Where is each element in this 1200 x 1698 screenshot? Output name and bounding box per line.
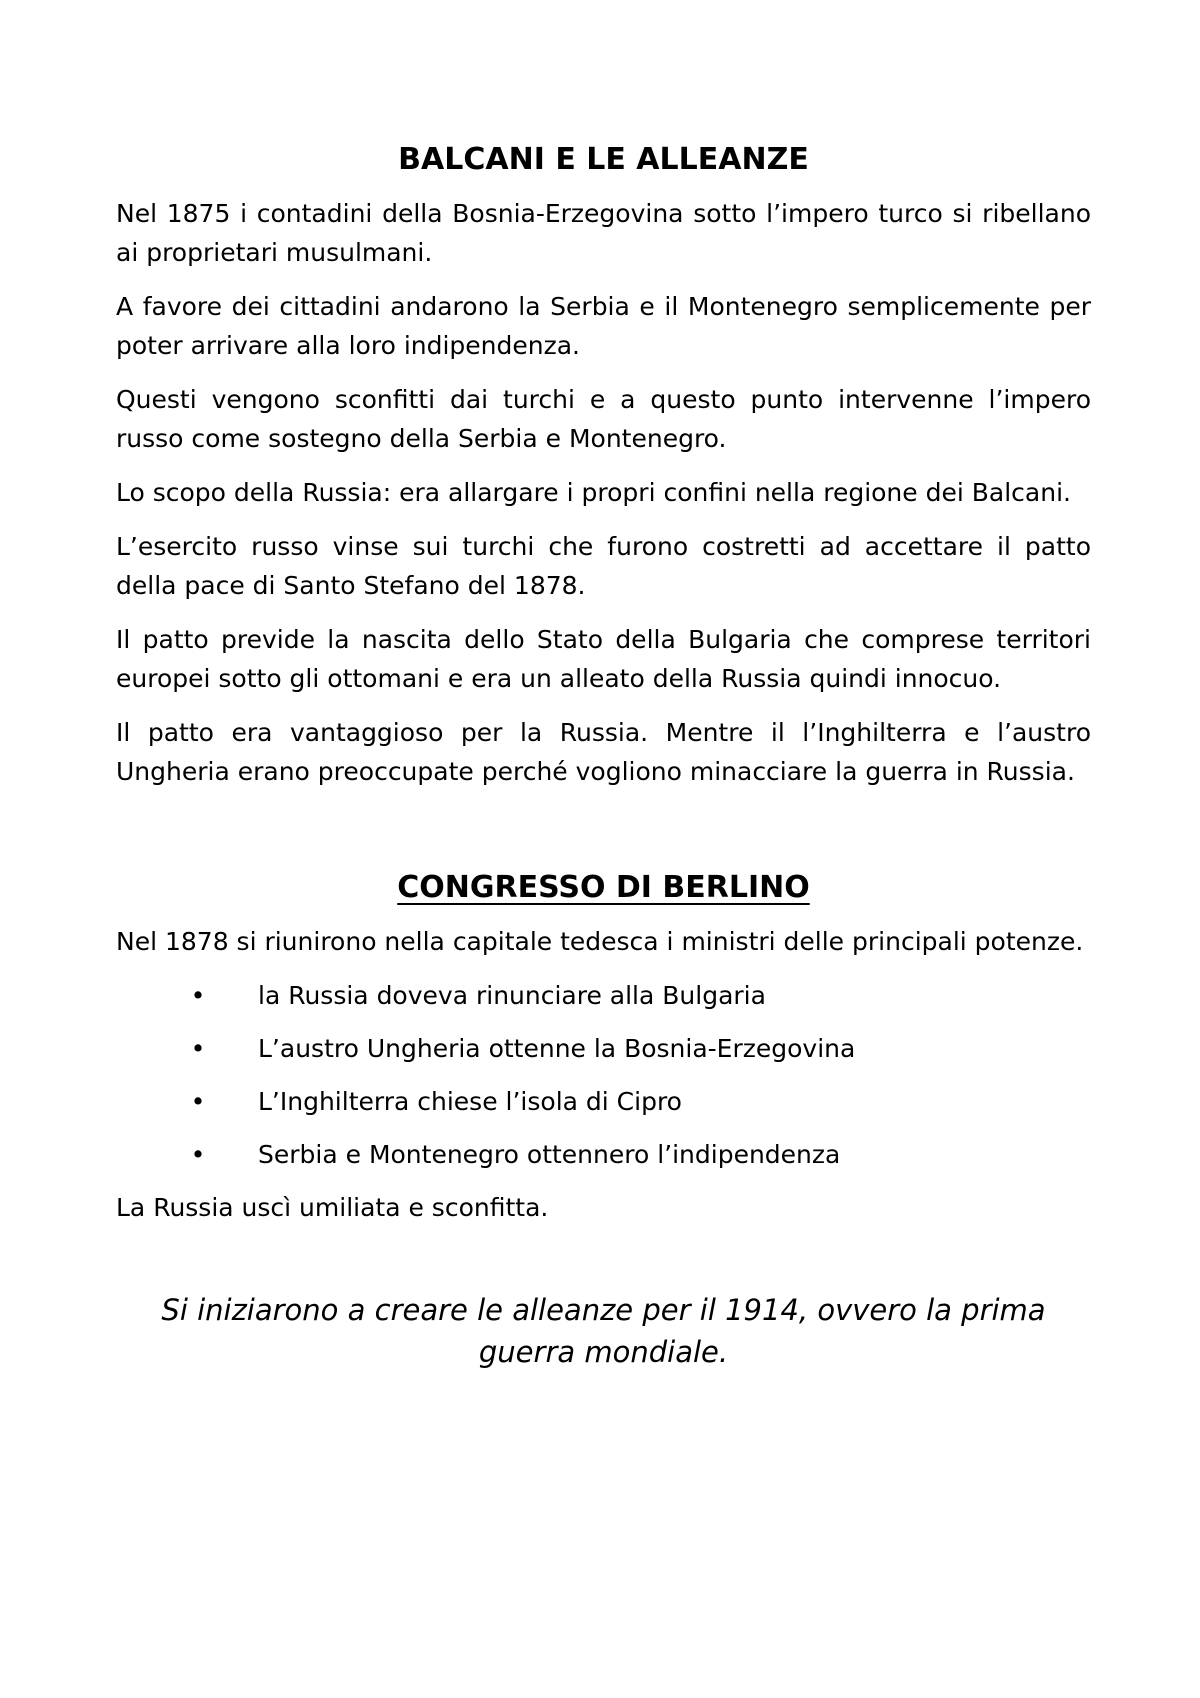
list-item-text: L’Inghilterra chiese l’isola di Cipro bbox=[258, 1087, 682, 1116]
document-page bbox=[116, 140, 1091, 1402]
section-title-congresso: CONGRESSO DI BERLINO bbox=[397, 870, 810, 905]
paragraph: La Russia uscì umiliata e sconfitta. bbox=[116, 1193, 549, 1222]
list-item-text: L’austro Ungheria ottenne la Bosnia-Erzegovina bbox=[258, 1034, 856, 1063]
list-item bbox=[116, 976, 1091, 1015]
bullet-icon: • bbox=[190, 1140, 206, 1169]
paragraph: Nel 1875 i contadini della Bosnia-Erzegovina sotto l’impero turco si ribellano ai proprietari musulmani. bbox=[116, 199, 1091, 267]
paragraph: Lo scopo della Russia: era allargare i propri confini nella regione dei Balcani. bbox=[116, 478, 1071, 507]
list-item-text: la Russia doveva rinunciare alla Bulgaria bbox=[258, 981, 766, 1010]
paragraph: Il patto era vantaggioso per la Russia. Mentre il l’Inghilterra e l’austro Ungheria erano preoccupate perché vogliono minacciare la guerra in Russia. bbox=[116, 718, 1091, 786]
paragraph: A favore dei cittadini andarono la Serbia e il Montenegro semplicemente per poter arrivare alla loro indipendenza. bbox=[116, 292, 1091, 360]
bullet-list bbox=[116, 976, 1091, 1174]
closing-statement: Si iniziarono a creare le alleanze per il 1914, ovvero la prima guerra mondiale. bbox=[161, 1293, 1046, 1369]
list-item bbox=[116, 1135, 1091, 1174]
paragraph: Il patto previde la nascita dello Stato della Bulgaria che comprese territori europei sotto gli ottomani e era un alleato della Russia quindi innocuo. bbox=[116, 625, 1091, 693]
list-item bbox=[116, 1082, 1091, 1121]
paragraph: L’esercito russo vinse sui turchi che furono costretti ad accettare il patto della pace di Santo Stefano del 1878. bbox=[116, 532, 1091, 600]
section-title-balcani: BALCANI E LE ALLEANZE bbox=[398, 142, 809, 177]
list-item-text: Serbia e Montenegro ottennero l’indipendenza bbox=[258, 1140, 841, 1169]
paragraph: Nel 1878 si riunirono nella capitale tedesca i ministri delle principali potenze. bbox=[116, 927, 1084, 956]
section-spacer bbox=[116, 806, 1091, 868]
bullet-icon: • bbox=[190, 1087, 206, 1116]
list-item bbox=[116, 1029, 1091, 1068]
bullet-icon: • bbox=[190, 981, 206, 1010]
bullet-icon: • bbox=[190, 1034, 206, 1063]
paragraph: Questi vengono sconfitti dai turchi e a questo punto intervenne l’impero russo come sostegno della Serbia e Montenegro. bbox=[116, 385, 1091, 453]
